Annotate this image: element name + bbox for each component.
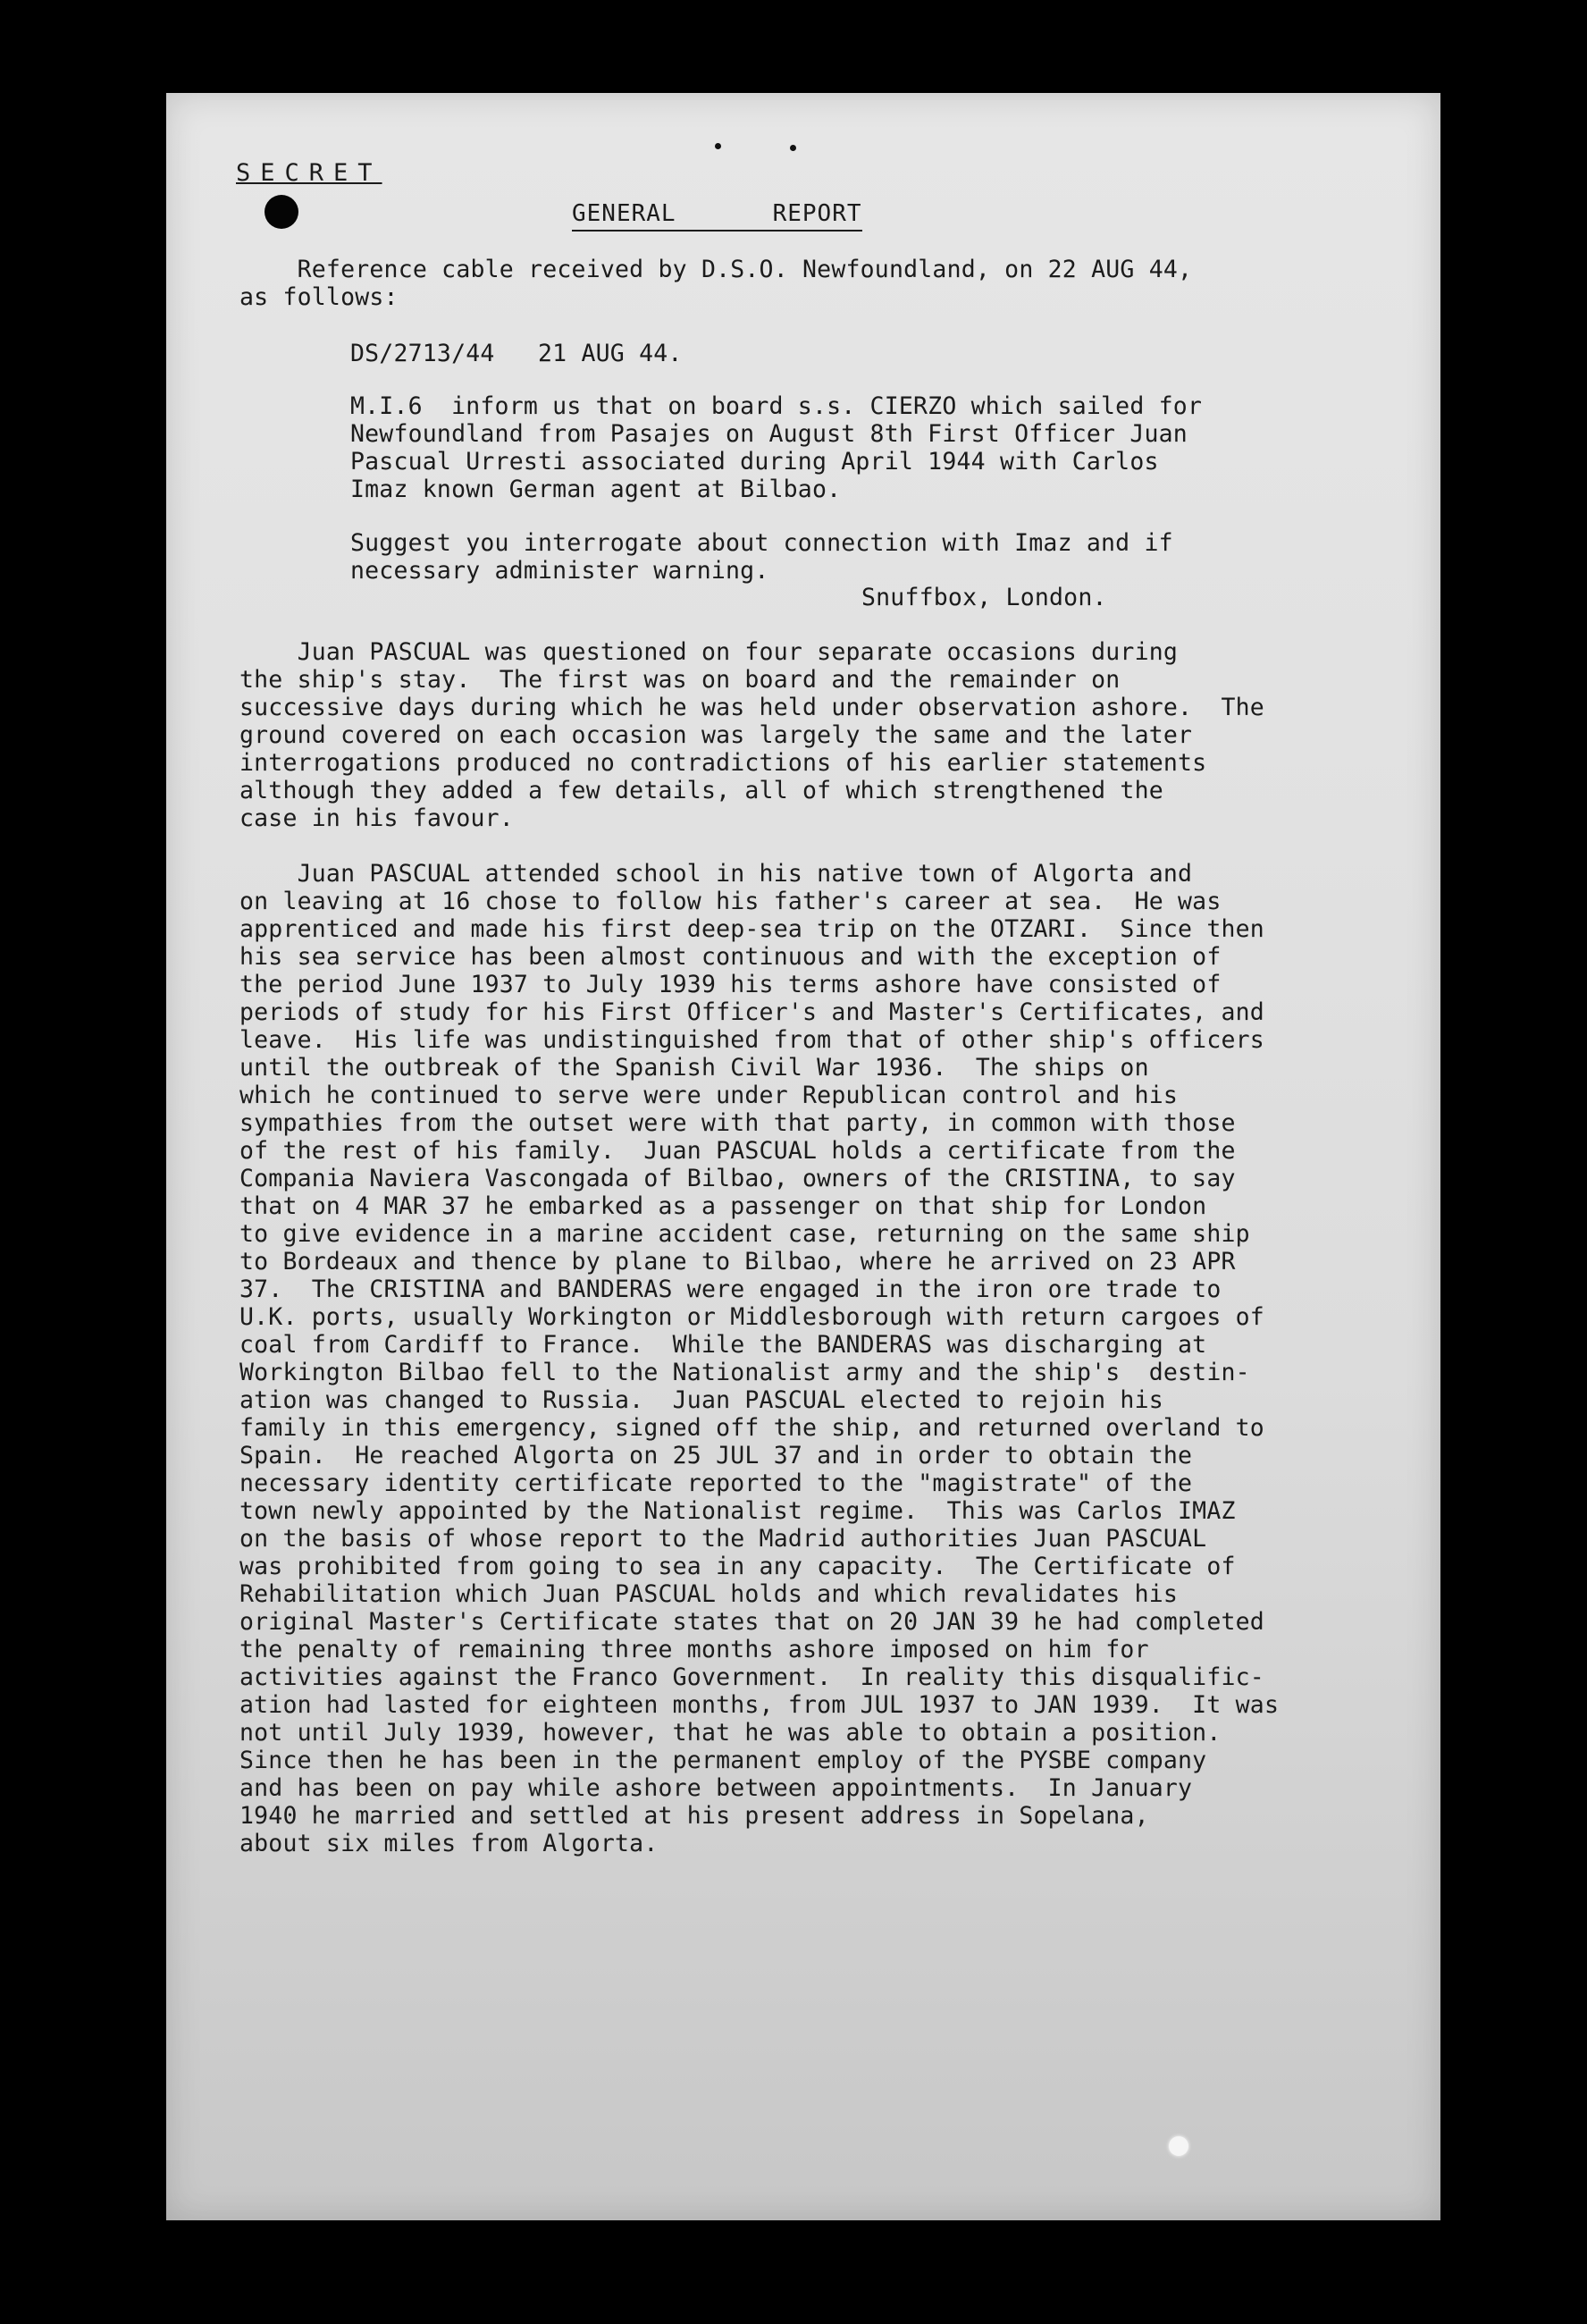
paragraph-interrogation — [239, 638, 1264, 832]
text-line: of the rest of his family. Juan PASCUAL holds a certificate from the — [239, 1137, 1236, 1165]
text-line: interrogations produced no contradictions of his earlier statements — [239, 749, 1207, 777]
text-line: M.I.6 inform us that on board s.s. CIERZO which sailed for — [350, 392, 1203, 420]
text-line: on the basis of whose report to the Madrid authorities Juan PASCUAL — [239, 1525, 1207, 1553]
cable-reference: DS/2713/44 21 AUG 44. — [350, 340, 683, 367]
text-line: ation was changed to Russia. Juan PASCUAL elected to rejoin his — [239, 1386, 1163, 1414]
text-line: to give evidence in a marine accident case, returning on the same ship — [239, 1220, 1250, 1248]
intro-paragraph — [239, 256, 1192, 311]
text-line: ground covered on each occasion was largely the same and the later — [239, 721, 1193, 749]
cable-suggestion — [350, 529, 1173, 585]
text-line: case in his favour. — [239, 804, 514, 832]
text-line: the period June 1937 to July 1939 his terms ashore have consisted of — [239, 971, 1222, 998]
text-line: not until July 1939, however, that he was able to obtain a position. — [239, 1719, 1222, 1747]
report-title-right: REPORT — [772, 200, 862, 227]
text-line: Compania Naviera Vascongada of Bilbao, owners of the CRISTINA, to say — [239, 1165, 1236, 1192]
text-line: periods of study for his First Officer's and Master's Certificates, and — [239, 998, 1264, 1026]
text-line: that on 4 MAR 37 he embarked as a passenger on that ship for London — [239, 1192, 1207, 1220]
cable-signature: Snuffbox, London. — [861, 584, 1107, 611]
text-line: was prohibited from going to sea in any capacity. The Certificate of — [239, 1553, 1236, 1580]
text-line: Juan PASCUAL was questioned on four separate occasions during — [239, 638, 1179, 666]
text-line: Imaz known German agent at Bilbao. — [350, 476, 842, 503]
text-line: and has been on pay while ashore between appointments. In January — [239, 1774, 1193, 1802]
text-line: to Bordeaux and thence by plane to Bilbao, where he arrived on 23 APR — [239, 1248, 1236, 1276]
text-line: Pascual Urresti associated during April 1944 with Carlos — [350, 448, 1159, 476]
text-line: town newly appointed by the Nationalist regime. This was Carlos IMAZ — [239, 1497, 1236, 1525]
text-line: Rehabilitation which Juan PASCUAL holds and which revalidates his — [239, 1580, 1179, 1608]
text-line: family in this emergency, signed off the ship, and returned overland to — [239, 1414, 1264, 1442]
text-line: Since then he has been in the permanent employ of the PYSBE company — [239, 1747, 1207, 1774]
text-line: Newfoundland from Pasajes on August 8th First Officer Juan — [350, 420, 1188, 448]
text-line: necessary administer warning. — [350, 557, 769, 585]
paragraph-background — [239, 860, 1279, 1857]
text-line: U.K. ports, usually Workington or Middlesborough with return cargoes of — [239, 1303, 1264, 1331]
text-line: the ship's stay. The first was on board and the remainder on — [239, 666, 1121, 694]
ink-blot — [264, 195, 298, 229]
text-line: original Master's Certificate states that on 20 JAN 39 he had completed — [239, 1608, 1264, 1636]
text-line: until the outbreak of the Spanish Civil War 1936. The ships on — [239, 1054, 1149, 1082]
text-line: ation had lasted for eighteen months, from JUL 1937 to JAN 1939. It was — [239, 1691, 1280, 1719]
report-title-left: GENERAL — [572, 200, 676, 227]
text-line: apprenticed and made his first deep-sea trip on the OTZARI. Since then — [239, 915, 1264, 943]
text-line: 37. The CRISTINA and BANDERAS were engaged in the iron ore trade to — [239, 1276, 1222, 1303]
text-line: as follows: — [239, 283, 399, 311]
text-line: on leaving at 16 chose to follow his father's career at sea. He was — [239, 888, 1222, 915]
classification-heading: SECRET — [236, 159, 382, 187]
text-line: Reference cable received by D.S.O. Newfoundland, on 22 AUG 44, — [239, 256, 1193, 283]
text-line: coal from Cardiff to France. While the BANDERAS was discharging at — [239, 1331, 1207, 1359]
punch-mark-left — [715, 143, 721, 149]
text-line: although they added a few details, all of which strengthened the — [239, 777, 1163, 804]
text-line: Spain. He reached Algorta on 25 JUL 37 and in order to obtain the — [239, 1442, 1193, 1469]
text-line: necessary identity certificate reported to the "magistrate" of the — [239, 1469, 1193, 1497]
text-line: the penalty of remaining three months ashore imposed on him for — [239, 1636, 1149, 1663]
text-line: Juan PASCUAL attended school in his native town of Algorta and — [239, 860, 1193, 888]
text-line: successive days during which he was held under observation ashore. The — [239, 694, 1264, 721]
text-line: which he continued to serve were under Republican control and his — [239, 1082, 1179, 1109]
text-line: his sea service has been almost continuous and with the exception of — [239, 943, 1222, 971]
text-line: Suggest you interrogate about connection with Imaz and if — [350, 529, 1173, 557]
text-line: Workington Bilbao fell to the Nationalist army and the ship's destin- — [239, 1359, 1250, 1386]
film-speck — [1169, 2136, 1188, 2156]
text-line: activities against the Franco Government. In reality this disqualific- — [239, 1663, 1264, 1691]
cable-body — [350, 392, 1202, 503]
report-title — [572, 200, 862, 232]
punch-mark-right — [790, 145, 796, 151]
text-line: about six miles from Algorta. — [239, 1830, 659, 1857]
text-line: leave. His life was undistinguished from that of other ship's officers — [239, 1026, 1264, 1054]
text-line: sympathies from the outset were with that party, in common with those — [239, 1109, 1236, 1137]
text-line: 1940 he married and settled at his present address in Sopelana, — [239, 1802, 1149, 1830]
